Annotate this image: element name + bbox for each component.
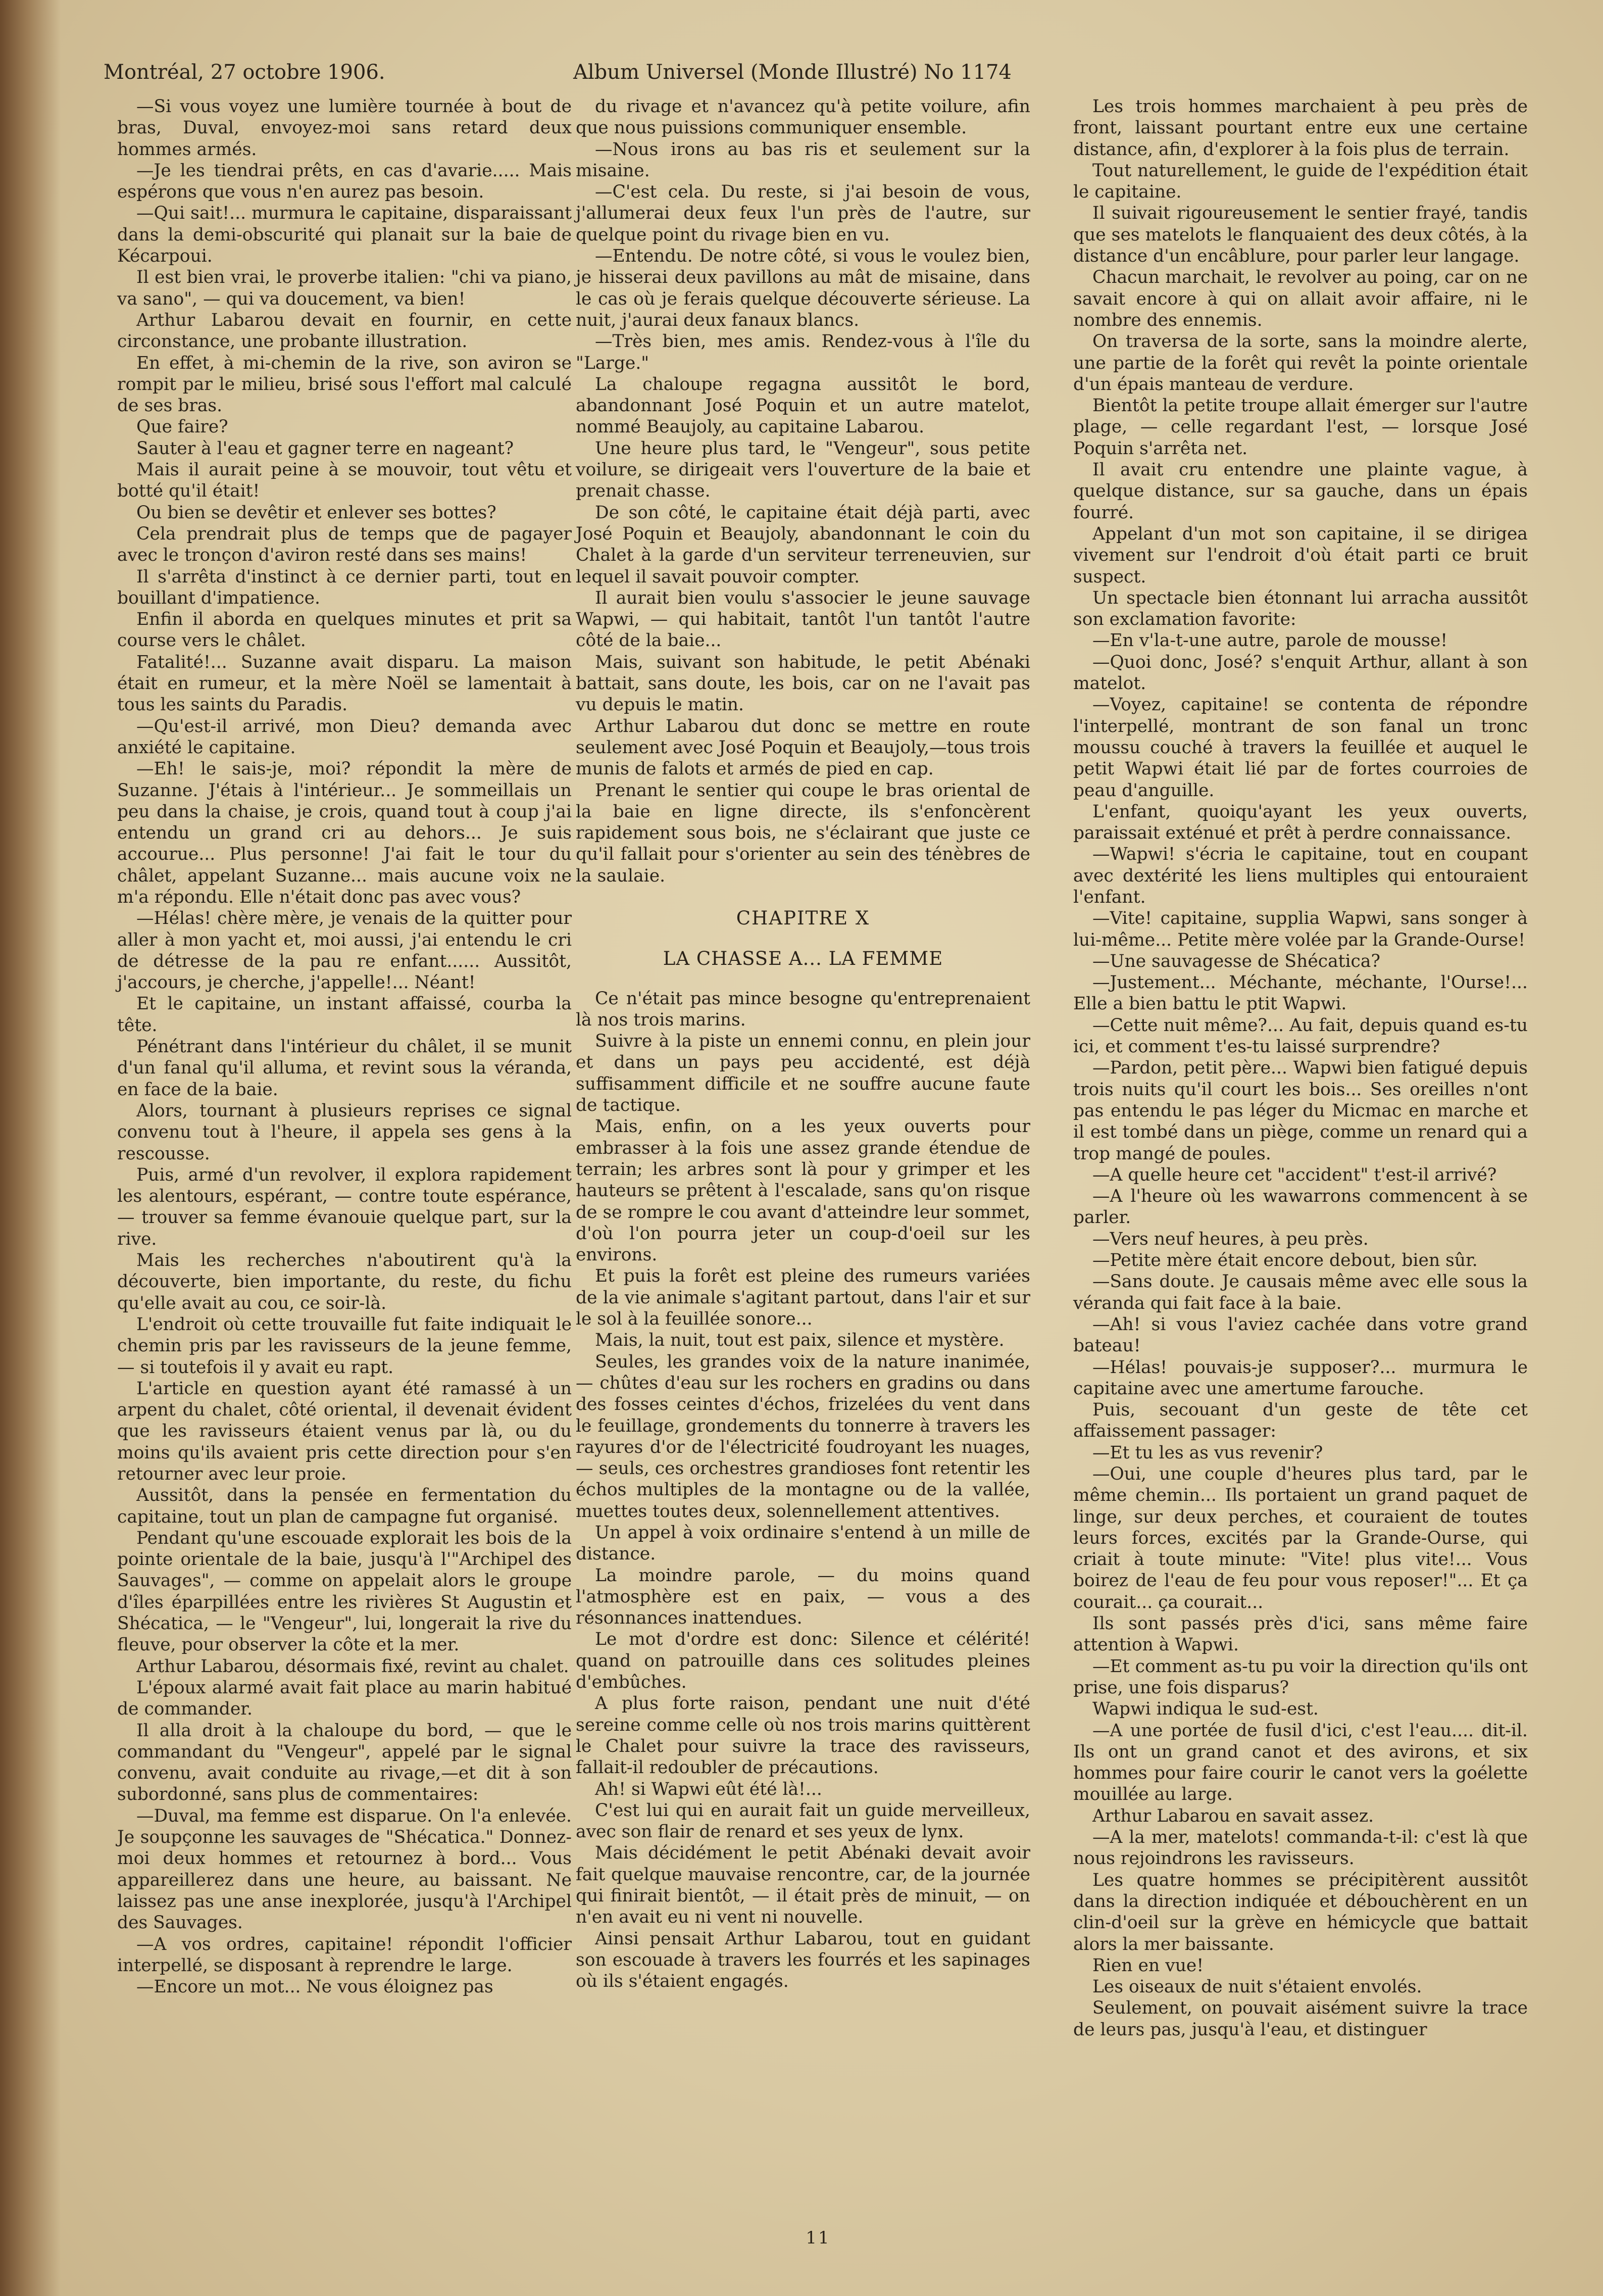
paragraph: Le mot d'ordre est donc: Silence et célérité! quand on patrouille dans ces solitudes pleines d'embûches. — [576, 1629, 1030, 1693]
paragraph: Ou bien se devêtir et enlever ses bottes? — [136, 502, 496, 523]
paragraph: La moindre parole, — du moins quand l'atmosphère est en paix, — vous a des résonnances inattendues. — [576, 1565, 1030, 1629]
paragraph: Puis, armé d'un revolver, il explora rapidement les alentours, espérant, — contre toute espérance, — trouver sa femme évanouie quelque part, sur la rive. — [117, 1164, 572, 1249]
paragraph: —Vite! capitaine, supplia Wapwi, sans songer à lui-même... Petite mère volée par la Grande-Ourse! — [1073, 908, 1528, 950]
paragraph: Arthur Labarou dut donc se mettre en route seulement avec José Poquin et Beaujoly,—tous trois munis de falots et armés de pied en cap. — [576, 716, 1030, 779]
paragraph: De son côté, le capitaine était déjà parti, avec José Poquin et Beaujoly, abandonnant le coin du Chalet à la garde d'un serviteur terreneuvien, sur lequel il savait pouvoir compter. — [576, 502, 1030, 587]
paragraph: —Ah! si vous l'aviez cachée dans votre grand bateau! — [1073, 1314, 1528, 1356]
paragraph: —Quoi donc, José? s'enquit Arthur, allant à son matelot. — [1073, 652, 1528, 694]
paragraph: Wapwi indiqua le sud-est. — [1092, 1699, 1319, 1720]
paragraph: Il suivait rigoureusement le sentier frayé, tandis que ses matelots le flanquaient des deux côtés, à la distance d'un encâblure, pour parler leur langage. — [1073, 203, 1528, 267]
paragraph: Que faire? — [136, 417, 228, 437]
paragraph: —Hélas! chère mère, je venais de la quitter pour aller à mon yacht et, moi aussi, j'ai entendu le cri de détresse de la pau re enfant...... Aussitôt, j'accours, je cherche, j'appelle!... Néant! — [117, 908, 572, 993]
paragraph: Rien en vue! — [1092, 1955, 1204, 1976]
paragraph: —Petite mère était encore debout, bien sûr. — [1092, 1250, 1478, 1271]
paragraph: —C'est cela. Du reste, si j'ai besoin de vous, j'allumerai deux feux l'un près de l'autre, sur quelque point du rivage bien en vu. — [576, 182, 1030, 245]
paragraph: —Cette nuit même?... Au fait, depuis quand es-tu ici, et comment t'es-tu laissé surprendre? — [1073, 1015, 1528, 1057]
paragraph: —Oui, une couple d'heures plus tard, par le même chemin... Ils portaient un grand paquet de linge, sur deux perches, et couraient de toutes leurs forces, excités par la Grande-Ourse, qui criait à toute minute: "Vite! plus vite!... Vous boirez de l'eau de feu pour vous reposer!"... Et ça courait... ça courait... — [1073, 1464, 1528, 1613]
paragraph: Aussitôt, dans la pensée en fermentation du capitaine, tout un plan de campagne fut organisé. — [117, 1485, 572, 1527]
paragraph: L'enfant, quoiqu'ayant les yeux ouverts, paraissait exténué et prêt à perdre connaissance. — [1073, 801, 1528, 844]
page-header — [104, 55, 1538, 90]
paragraph: —Encore un mot... Ne vous éloignez pas — [136, 1977, 493, 1997]
paragraph: On traversa de la sorte, sans la moindre alerte, une partie de la forêt qui revêt la pointe orientale d'un épais manteau de verdure. — [1073, 331, 1528, 395]
header-publication: Album Universel (Monde Illustré) No 1174 — [573, 61, 1012, 84]
column-2-top — [576, 96, 1030, 887]
column-2-bottom — [576, 988, 1030, 1992]
paragraph: En effet, à mi-chemin de la rive, son aviron se rompit par le milieu, brisé sous l'effort mal calculé de ses bras. — [117, 353, 572, 416]
column-2 — [576, 96, 1030, 1992]
paragraph: Les quatre hommes se précipitèrent aussitôt dans la direction indiquée et débouchèrent en un clin-d'oeil sur la grève en hémicycle que battait alors la mer baissante. — [1073, 1870, 1528, 1955]
paragraph: —A quelle heure cet "accident" t'est-il arrivé? — [1092, 1164, 1497, 1185]
paragraph: Et le capitaine, un instant affaissé, courba la tête. — [117, 994, 572, 1036]
paragraph: Arthur Labarou en savait assez. — [1092, 1805, 1374, 1826]
paragraph: —Duval, ma femme est disparue. On l'a enlevée. Je soupçonne les sauvages de "Shécatica." Donnez-moi deux hommes et retournez à bord... Vous appareillerez dans une heure, au baissant. Ne laissez pas une anse inexplorée, jusqu'à l'Archipel des Sauvages. — [117, 1805, 572, 1933]
paragraph: —Très bien, mes amis. Rendez-vous à l'île du "Large." — [576, 331, 1030, 373]
page-number: 11 — [806, 2228, 831, 2248]
chapter-title: LA CHASSE A... LA FEMME — [663, 948, 943, 970]
paragraph: Appelant d'un mot son capitaine, il se dirigea vivement sur l'endroit d'où était parti ce bruit suspect. — [1073, 523, 1528, 587]
paragraph: Fatalité!... Suzanne avait disparu. La maison était en rumeur, et la mère Noël se lamentait à tous les saints du Paradis. — [117, 652, 572, 715]
paragraph: Puis, secouant d'un geste de tête cet affaissement passager: — [1073, 1400, 1528, 1442]
paragraph: —Wapwi! s'écria le capitaine, tout en coupant avec dextérité les liens multiples qui entouraient l'enfant. — [1073, 844, 1528, 907]
paragraph: Ainsi pensait Arthur Labarou, tout en guidant son escouade à travers les fourrés et les sapinages où ils s'étaient engagés. — [576, 1928, 1030, 1992]
paragraph: Mais, enfin, on a les yeux ouverts pour embrasser à la fois une assez grande étendue de terrain; les arbres sont là pour y grimper et les hauteurs se prêtent à l'escalade, sans qu'on risque de se rompre le cou avant d'atteindre leur sommet, d'où l'on pourra jeter un coup-d'oeil sur les environs. — [576, 1116, 1030, 1265]
page-binding-edge — [0, 0, 61, 2296]
paragraph: —Et comment as-tu pu voir la direction qu'ils ont prise, une fois disparus? — [1073, 1656, 1528, 1698]
paragraph: —Nous irons au bas ris et seulement sur la misaine. — [576, 139, 1030, 181]
chapter-number: CHAPITRE X — [736, 907, 870, 929]
paragraph: —Vers neuf heures, à peu près. — [1092, 1229, 1369, 1249]
paragraph: Et puis la forêt est pleine des rumeurs variées de la vie animale s'agitant partout, dans l'air et sur le sol à la feuillée sonore... — [576, 1266, 1030, 1330]
paragraph: —En v'la-t-une autre, parole de mousse! — [1092, 630, 1448, 651]
paragraph: Il alla droit à la chaloupe du bord, — que le commandant du "Vengeur", appelé par le signal convenu, avait conduite au rivage,—et dit à son subordonné, sans plus de commentaires: — [117, 1720, 572, 1805]
paragraph: Mais les recherches n'aboutirent qu'à la découverte, bien importante, du reste, du fichu qu'elle avait au cou, ce soir-là. — [117, 1250, 572, 1313]
paragraph: —Je les tiendrai prêts, en cas d'avarie..... Mais espérons que vous n'en aurez pas besoin. — [117, 160, 572, 203]
paragraph: Cela prendrait plus de temps que de pagayer avec le tronçon d'aviron resté dans ses mains! — [117, 523, 572, 566]
paragraph: Mais, suivant son habitude, le petit Abénaki battait, sans doute, les bois, car on ne l'avait pas vu depuis le matin. — [576, 652, 1030, 715]
paragraph: Arthur Labarou, désormais fixé, revint au chalet. — [136, 1656, 569, 1677]
paragraph: Les trois hommes marchaient à peu près de front, laissant pourtant entre eux une certaine distance, afin, d'explorer à la fois plus de terrain. — [1073, 96, 1528, 160]
paragraph: Ah! si Wapwi eût été là!... — [595, 1779, 822, 1799]
paragraph: Mais il aurait peine à se mouvoir, tout vêtu et botté qu'il était! — [117, 460, 572, 502]
paragraph: L'article en question ayant été ramassé à un arpent du chalet, côté oriental, il devenait évident que les ravisseurs étaient venus par là, ou du moins qu'ils avaient pris cette direction pour s'en retourner avec leur proie. — [117, 1378, 572, 1484]
paragraph: Mais décidément le petit Abénaki devait avoir fait quelque mauvaise rencontre, car, de la journée qui finirait bientôt, — il était près de minuit, — on n'en avait eu ni vent ni nouvelle. — [576, 1843, 1030, 1928]
paragraph: —Justement... Méchante, méchante, l'Ourse!... Elle a bien battu le ptit Wapwi. — [1073, 972, 1528, 1014]
column-1 — [117, 96, 572, 1997]
paragraph: —Entendu. De notre côté, si vous le voulez bien, je hisserai deux pavillons au mât de misaine, dans le cas où je ferais quelque découverte sérieuse. La nuit, j'aurai deux fanaux blancs. — [576, 246, 1030, 330]
paragraph: —Voyez, capitaine! se contenta de répondre l'interpellé, montrant de son fanal un tronc moussu couché à travers la feuillée et auquel le petit Wapwi était lié par de fortes courroies de peau d'anguille. — [1073, 695, 1528, 801]
paragraph: —Si vous voyez une lumière tournée à bout de bras, Duval, envoyez-moi sans retard deux hommes armés. — [117, 96, 572, 160]
paragraph: Il aurait bien voulu s'associer le jeune sauvage Wapwi, — qui habitait, tantôt l'un tantôt l'autre côté de la baie... — [576, 588, 1030, 651]
paragraph: —Sans doute. Je causais même avec elle sous la véranda qui fait face à la baie. — [1073, 1272, 1528, 1313]
paragraph: —Une sauvagesse de Shécatica? — [1092, 951, 1380, 971]
paragraph: C'est lui qui en aurait fait un guide merveilleux, avec son flair de renard et ses yeux de lynx. — [576, 1800, 1030, 1842]
paragraph: du rivage et n'avancez qu'à petite voilure, afin que nous puissions communiquer ensemble. — [576, 96, 1030, 138]
paragraph: L'endroit où cette trouvaille fut faite indiquait le chemin pris par les ravisseurs de la jeune femme, — si toutefois il y avait eu rapt. — [117, 1314, 572, 1378]
paragraph: —Hélas! pouvais-je supposer?... murmura le capitaine avec une amertume farouche. — [1073, 1357, 1528, 1399]
header-date: Montréal, 27 octobre 1906. — [104, 61, 385, 84]
paragraph: Prenant le sentier qui coupe le bras oriental de la baie en ligne directe, ils s'enfoncèrent rapidement sous bois, ne s'éclairant que juste ce qu'il fallait pour s'orienter au sein des ténèbres de la saulaie. — [576, 780, 1030, 886]
paragraph: Enfin il aborda en quelques minutes et prit sa course vers le châlet. — [117, 609, 572, 651]
paragraph: Ils sont passés près d'ici, sans même faire attention à Wapwi. — [1073, 1614, 1528, 1655]
paragraph: Pendant qu'une escouade explorait les bois de la pointe orientale de la baie, jusqu'à l'"Archipel des Sauvages", — comme on appelait alors le groupe d'îles éparpillées entre les rivières St Augustin et Shécatica, — le "Vengeur", lui, longerait la rive du fleuve, pour observer la côte et la mer. — [117, 1528, 572, 1655]
paragraph: Il s'arrêta d'instinct à ce dernier parti, tout en bouillant d'impatience. — [117, 566, 572, 608]
paragraph: Seulement, on pouvait aisément suivre la trace de leurs pas, jusqu'à l'eau, et distinguer — [1073, 1998, 1528, 2040]
paragraph: —Qui sait!... murmura le capitaine, disparaissant dans la demi-obscurité qui planait sur la baie de Kécarpoui. — [117, 203, 572, 267]
paragraph: —A une portée de fusil d'ici, c'est l'eau.... dit-il. Ils ont un grand canot et des avirons, et six hommes pour faire courir le canot vers la goélette mouillée au large. — [1073, 1720, 1528, 1805]
paragraph: Sauter à l'eau et gagner terre en nageant? — [136, 438, 514, 459]
paragraph: A plus forte raison, pendant une nuit d'été sereine comme celle où nos trois marins quittèrent le Chalet pour suivre la trace des ravisseurs, fallait-il redoubler de précautions. — [576, 1693, 1030, 1778]
paragraph: Arthur Labarou devait en fournir, en cette circonstance, une probante illustration. — [117, 310, 572, 352]
paragraph: Bientôt la petite troupe allait émerger sur l'autre plage, — celle regardant l'est, — lorsque José Poquin s'arrêta net. — [1073, 396, 1528, 459]
paragraph: —Eh! le sais-je, moi? répondit la mère de Suzanne. J'étais à l'intérieur... Je sommeillais un peu dans la chaise, je crois, quand tout à coup j'ai entendu un grand cri au dehors... Je suis accourue... Plus personne! J'ai fait le tour du châlet, appelant Suzanne... mais aucune voix ne m'a répondu. Elle n'était donc pas avec vous? — [117, 759, 572, 907]
paragraph: Il avait cru entendre une plainte vague, à quelque distance, sur sa gauche, dans un épais fourré. — [1073, 460, 1528, 523]
paragraph: Chacun marchait, le revolver au poing, car on ne savait encore à qui on allait avoir affaire, ni le nombre des ennemis. — [1073, 267, 1528, 330]
paragraph: Mais, la nuit, tout est paix, silence et mystère. — [595, 1330, 1005, 1351]
paragraph: Suivre à la piste un ennemi connu, en plein jour et dans un pays peu accidenté, est déjà suffisamment difficile et ne souffre aucune faute de tactique. — [576, 1031, 1030, 1116]
paragraph: Un spectacle bien étonnant lui arracha aussitôt son exclamation favorite: — [1073, 588, 1528, 630]
paragraph: Seules, les grandes voix de la nature inanimée, — chûtes d'eau sur les rochers en gradins ou dans des fosses ceintes d'échos, frizelées du vent dans le feuillage, grondements du tonnerre à travers les rayures d'or de l'électricité foudroyant les nuages, — seuls, ces orchestres grandioses font retentir les échos multiples de la montagne ou de la vallée, muettes toutes deux, solennellement attentives. — [576, 1351, 1030, 1522]
paragraph: Ce n'était pas mince besogne qu'entreprenaient là nos trois marins. — [576, 988, 1030, 1030]
paragraph: Les oiseaux de nuit s'étaient envolés. — [1092, 1977, 1422, 1997]
column-3 — [1073, 96, 1528, 2040]
paragraph: —Pardon, petit père... Wapwi bien fatigué depuis trois nuits qu'il court les bois... Ses oreilles n'ont pas entendu le pas léger du Micmac en marche et il est tombé dans un piège, comme un renard qui a trop mangé de poules. — [1073, 1058, 1528, 1164]
paragraph: —A l'heure où les wawarrons commencent à se parler. — [1073, 1186, 1528, 1228]
paragraph: —Qu'est-il arrivé, mon Dieu? demanda avec anxiété le capitaine. — [117, 716, 572, 758]
paragraph: —A vos ordres, capitaine! répondit l'officier interpellé, se disposant à reprendre le large. — [117, 1934, 572, 1976]
paragraph: —Et tu les as vus revenir? — [1092, 1442, 1323, 1463]
paragraph: La chaloupe regagna aussitôt le bord, abandonnant José Poquin et un autre matelot, nommé Beaujoly, au capitaine Labarou. — [576, 374, 1030, 437]
paragraph: Tout naturellement, le guide de l'expédition était le capitaine. — [1073, 160, 1528, 203]
paragraph: Alors, tournant à plusieurs reprises ce signal convenu tout à l'heure, il appela ses gens à la rescousse. — [117, 1100, 572, 1164]
paragraph: Une heure plus tard, le "Vengeur", sous petite voilure, se dirigeait vers l'ouverture de la baie et prenait chasse. — [576, 438, 1030, 502]
paragraph: Pénétrant dans l'intérieur du châlet, il se munit d'un fanal qu'il alluma, et revint sous la véranda, en face de la baie. — [117, 1037, 572, 1100]
paragraph: Il est bien vrai, le proverbe italien: "chi va piano, va sano", — qui va doucement, va bien! — [117, 267, 572, 309]
paragraph: Un appel à voix ordinaire s'entend à un mille de distance. — [576, 1523, 1030, 1565]
paragraph: L'époux alarmé avait fait place au marin habitué de commander. — [117, 1677, 572, 1720]
paragraph: —A la mer, matelots! commanda-t-il: c'est là que nous rejoindrons les ravisseurs. — [1073, 1827, 1528, 1869]
